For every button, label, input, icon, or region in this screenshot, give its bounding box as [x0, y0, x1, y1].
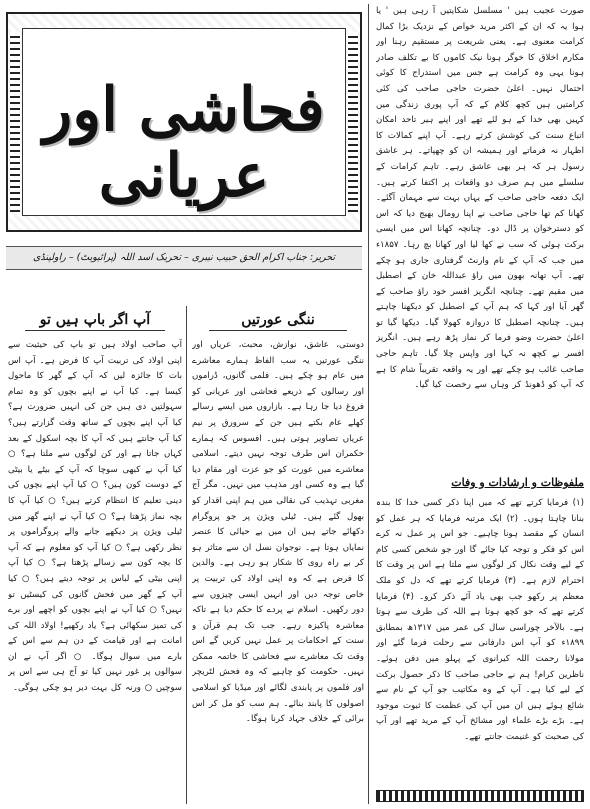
frame-ornament-right: [348, 32, 358, 212]
middle-column-heading: [192, 312, 364, 331]
heading-underline: [209, 330, 347, 331]
left-column-heading: [8, 312, 182, 331]
decorative-border-ornament: [376, 790, 584, 802]
title-frame: [6, 12, 362, 232]
heading-underline: [25, 330, 164, 331]
left-column-text: آپ صاحب اولاد ہیں تو باپ کی حیثیت سے اپنی اولاد کی تربیت آپ کا فرض ہے۔ آپ اس بات کا جائزہ لیں کہ آپ کے گھر کا ماحول کیسا ہے۔ کیا آپ نے اپنے بچوں کو وہ تمام سہولتیں دی ہیں جن کی انہیں ضرورت ہے؟ کیا آپ اپنے بچوں کے ساتھ وقت گزارتے ہیں؟ کیا آپ جانتے ہیں کہ آپ کا بچہ اسکول کے بعد کہاں جاتا ہے اور کن لوگوں سے ملتا ہے؟ ○ کیا آپ نے کبھی سوچا کہ آپ کے بیٹے یا بیٹی کے دوست کون ہیں؟ ○ کیا آپ اپنے بچوں کی دینی تعلیم کا انتظام کرتے ہیں؟ ○ کیا آپ کا بچہ نماز پڑھتا ہے؟ ○ کیا آپ نے اپنے گھر میں ٹیلی ویژن پر دیکھے جانے والے پروگراموں پر نظر رکھی ہے؟ ○ کیا آپ کو معلوم ہے کہ آپ کا بچہ کون سے رسالے پڑھتا ہے؟ ○ کیا آپ اپنی بیٹی کے لباس پر توجہ دیتے ہیں؟ ○ کیا آپ کے گھر میں فحش گانوں کی کیسٹیں تو نہیں؟ ○ کیا آپ نے اپنے بچوں کو اچھے اور برے کی تمیز سکھائی ہے؟ یاد رکھیے! اولاد اللہ کی امانت ہے اور قیامت کے دن ہم سے اس کے بارے میں سوال ہوگا۔ ○ اگر آپ نے ان سوالوں پر غور نہیں کیا تو آج ہی سے اس پر سوچیں ○ ورنہ کل بہت دیر ہو چکی ہوگی۔: [8, 340, 182, 694]
section-heading-malfuzat: ملفوظات و ارشادات و وفات: [451, 476, 584, 489]
right-column-bottom-text: (۱) فرمایا کرتے تھے کہ میں اپنا ذکر کسی خدا کا بندہ بنانا چاہتا ہوں۔ (۲) ایک مرتبہ فرمایا کہ ہر عمل کو انسان کے مقصد ہونا چاہیے۔ جو اس پر عمل نہ کرے اس کو فکر و توجہ کیا جائے گا اور جو شخص کسی کام کے لیے وقت نکال کر لوگوں سے ملتا ہے اس پر وقت کا احترام لازم ہے۔ (۳) فرمایا کرتے تھے کہ دل کو ملک معظم پر رکھو جب بھی یاد آئے ذکر کرو۔ (۴) فرمایا کرتے تھے کہ جو کچھ ہوتا ہے اللہ کی طرف سے ہوتا ہے۔ بالآخر چوراسی سال کی عمر میں ۱۳۱۷ھ بمطابق ۱۸۹۹ء کو آپ اس دارفانی سے رحلت فرما گئے اور مولانا رحمت اللہ کیرانوی کے پہلو میں دفن ہوئے۔ ناظرین کرام! ہم نے حاجی صاحب کا ذکر حصول برکت کے لیے کیا ہے۔ آپ کے وہ مکاتیب جو آپ کے نام سے شائع ہوئے ہیں ان میں آپ کی عظمت کا ثبوت موجود ہے۔ بڑے بڑے علماء اور مشائخ آپ کے مرید تھے اور آپ کی صحبت کو غنیمت جانتے تھے۔: [376, 498, 584, 742]
right-column-top-text: صورت عجیب ہیں ' مسلسل شکایتیں آ رہی ہیں ' یا ہوا یہ کہ ان کے اکثر مرید خواص کے نزدیک بڑا کمال کرامت معنوی ہے۔ یعنی شریعت پر مستقیم رہنا اور مکارم اخلاق کا خوگر ہونا نیک کاموں کا بے تکلف صادر ہونا یہی وہ کرامت ہے جس میں استدراج کا کوئی احتمال نہیں۔ اعلیٰ حضرت حاجی صاحب کی کئی کرامتیں ہیں کچھ کلام کے کہ آپ پوری زندگی میں کہیں بھی خدا کے ہو لئے تھے اور اپنے ہیر تاحد امکان اتباع سنت کی کوشش کرتے رہے۔ آپ اپنے کمالات کا اظہار نہ فرماتے اور ہمیشہ ان کو چھپاتے۔ ہر عاشق رسول ہر کہ ہر بھی عاشق رہے۔ تاہم کرامات کے سلسلے میں ہم صرف دو واقعات پر اکتفا کرتے ہیں۔ ایک دفعہ حاجی صاحب کے یہاں بہت سے مہمان آگئے۔ کھانا کم تھا حاجی صاحب نے اپنا رومال بھیج دیا کہ اس کو دسترخوان پر ڈال دو۔ چنانچہ کھانا اس میں ایسی برکت ہوئی کہ سب نے کھا لیا اور کھانا بچ رہا۔ ۱۸۵۷ء میں جب کہ آپ کے نام وارنٹ گرفتاری جاری ہو چکے تھے۔ آپ تھانہ بھون میں راؤ عبداللہ خان کے اصطبل میں مقیم تھے۔ چنانچہ انگریز افسر خود راؤ صاحب کے گھر آیا اور کہا کہ ہم آپ کے اصطبل کو دیکھنا چاہتے ہیں۔ چنانچہ اصطبل کا دروازہ کھولا گیا۔ دیکھا گیا تو اعلیٰ حضرت وضو فرما کر نماز پڑھ رہے ہیں۔ انگریز افسر نے کچھ نہ کہا اور واپس چلا گیا۔ تاہم حاجی صاحب غائب ہو چکے تھے اور یہ واقعہ تقریباً شام کا ہے کہ آپ کو ڈھونڈ کر وہاں سے رخصت کیا گیا۔: [376, 6, 584, 391]
left-heading-text: آپ اگر باپ ہیں تو: [39, 312, 151, 328]
article-title: فحاشی اور عریانی: [43, 75, 325, 211]
article-byline: تحریر: جناب اکرام الحق حبیب نیبری – تحریک اسد اللہ (پرائیویٹ) – راولپنڈی: [6, 246, 362, 270]
middle-column-text: دوستی، عاشق، نوازش، محبت، عریاں اور ننگی عورتیں یہ سب الفاظ ہمارے معاشرے میں عام ہو چکے ہیں۔ فلمی گانوں، ڈراموں اور رسالوں کے ذریعے فحاشی اور عریانی کو فروغ دیا جا رہا ہے۔ بازاروں میں ایسے رسالے کھلے عام بکتے ہیں جن کے سرورق پر نیم عریاں تصاویر ہوتی ہیں۔ افسوس کہ ہمارے حکمران اس طرف توجہ نہیں دیتے۔ اسلامی معاشرے میں عورت کو جو عزت اور مقام دیا گیا ہے وہ کسی اور مذہب میں نہیں۔ مگر آج مغربی تہذیب کی نقالی میں ہم اپنی اقدار کو بھول گئے ہیں۔ ٹیلی ویژن پر جو پروگرام دکھائے جاتے ہیں ان میں بے حیائی کا عنصر نمایاں ہوتا ہے۔ نوجوان نسل ان سے متاثر ہو کر بے راہ روی کا شکار ہو رہی ہے۔ والدین کا فرض ہے کہ وہ اپنی اولاد کی تربیت پر خاص توجہ دیں اور انہیں ایسی چیزوں سے دور رکھیں۔ اسلام نے پردے کا حکم دیا ہے تاکہ معاشرہ پاکیزہ رہے۔ جب تک ہم قرآن و سنت کے احکامات پر عمل نہیں کریں گے اس وقت تک معاشرے سے فحاشی کا خاتمہ ممکن نہیں۔ حکومت کو چاہیے کہ وہ فحش لٹریچر اور فلموں پر پابندی لگائے اور میڈیا کو اسلامی اصولوں کا پابند بنائے۔ ہم سب کو مل کر اس برائی کے خلاف جہاد کرنا ہوگا۔: [192, 340, 364, 725]
title-frame-inner: [22, 28, 346, 216]
column-divider-right: [368, 4, 369, 804]
middle-heading-text: ننگی عورتیں: [241, 312, 315, 328]
frame-ornament-left: [10, 32, 20, 212]
column-divider-middle: [186, 306, 187, 804]
